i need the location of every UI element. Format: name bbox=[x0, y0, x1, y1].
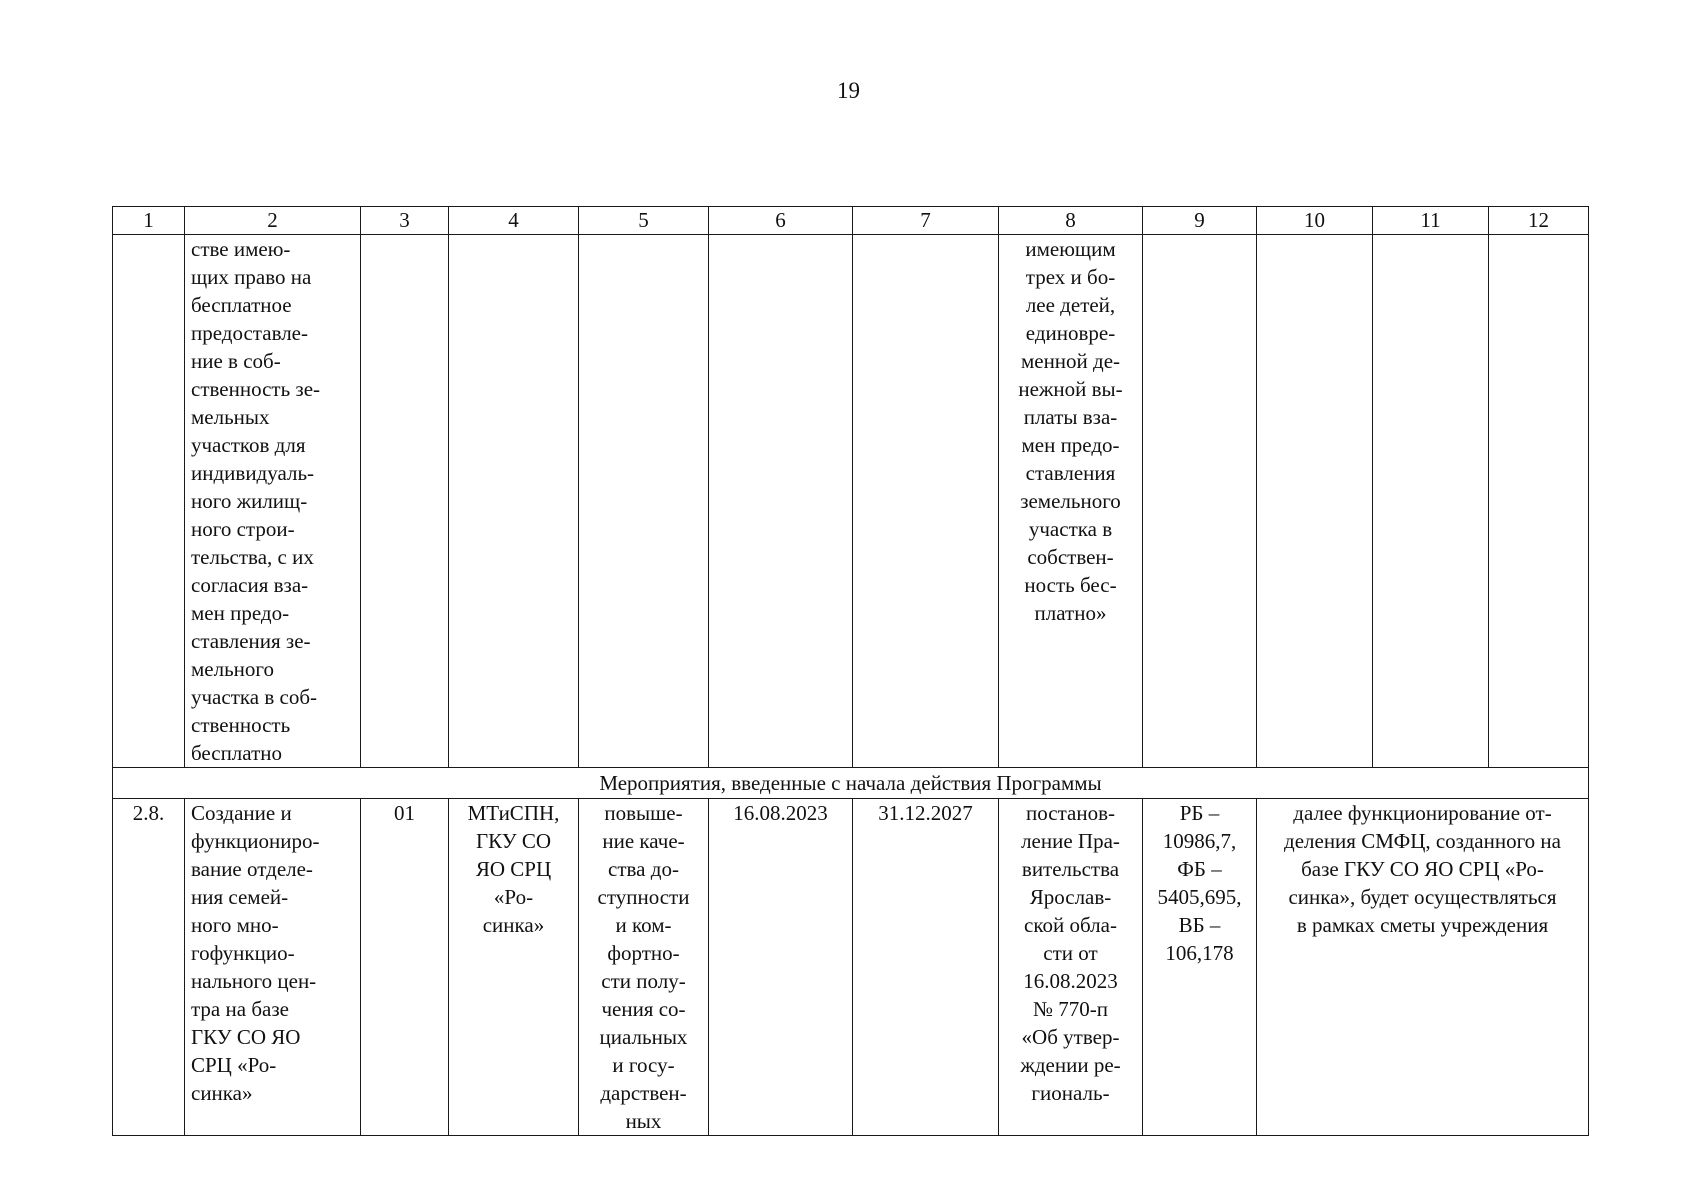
column-header: 5 bbox=[579, 207, 709, 235]
column-header: 6 bbox=[709, 207, 853, 235]
column-header: 10 bbox=[1257, 207, 1373, 235]
column-header: 2 bbox=[185, 207, 361, 235]
item-result: повыше- ние каче- ства до- ступности и ком- фортно- сти полу- чения со- циальных и госу- дарствен- ных bbox=[597, 801, 690, 1133]
table-cell bbox=[185, 799, 361, 1136]
section-title: Мероприятия, введенные с начала действия Программы bbox=[113, 768, 1589, 799]
table-cell bbox=[1489, 235, 1589, 768]
column-header: 9 bbox=[1143, 207, 1257, 235]
table-cell bbox=[579, 235, 709, 768]
column-header: 8 bbox=[999, 207, 1143, 235]
table-cell bbox=[1143, 799, 1257, 1136]
item-executor: МТиСПН, ГКУ СО ЯО СРЦ «Ро- синка» bbox=[467, 801, 560, 937]
column-header: 4 bbox=[449, 207, 579, 235]
item-code: 01 bbox=[361, 799, 449, 1136]
item-funding: РБ – 10986,7, ФБ – 5405,695, ВБ – 106,178 bbox=[1157, 801, 1242, 965]
table-cell bbox=[185, 235, 361, 768]
table-cell bbox=[113, 235, 185, 768]
table-cell bbox=[1257, 235, 1373, 768]
table-row bbox=[113, 235, 1589, 768]
table-cell bbox=[999, 799, 1143, 1136]
table-row bbox=[113, 799, 1589, 1136]
column-header: 1 bbox=[113, 207, 185, 235]
table-cell bbox=[709, 235, 853, 768]
table-cell bbox=[1143, 235, 1257, 768]
item-end-date: 31.12.2027 bbox=[853, 799, 999, 1136]
item-note: далее функционирование от- деления СМФЦ, созданного на базе ГКУ СО ЯО СРЦ «Ро- синка», будет осуществляться в рамках сметы учреждения bbox=[1284, 801, 1561, 937]
table-cell bbox=[853, 235, 999, 768]
table-cell bbox=[999, 235, 1143, 768]
measure-name-continuation: стве имею- щих право на бесплатное предоставле- ние в соб- ственность зе- мельных участков для индивидуаль- ного жилищ- ного строи- тельства, с их согласия вза- мен предо- ставления зе- мельного участка в соб- ственность бесплатно bbox=[191, 237, 321, 765]
table-cell bbox=[1373, 235, 1489, 768]
program-measures-table bbox=[112, 206, 1589, 1136]
table-cell bbox=[361, 235, 449, 768]
column-header: 12 bbox=[1489, 207, 1589, 235]
table-cell bbox=[449, 799, 579, 1136]
table-cell bbox=[1257, 799, 1589, 1136]
page-number: 19 bbox=[837, 78, 860, 103]
table-cell bbox=[579, 799, 709, 1136]
item-start-date: 16.08.2023 bbox=[709, 799, 853, 1136]
column-header: 7 bbox=[853, 207, 999, 235]
column-number-header-row bbox=[113, 207, 1589, 235]
item-basis: постанов- ление Пра- вительства Ярослав- ской обла- сти от 16.08.2023 № 770-п «Об утвер- ждении ре- гиональ- bbox=[1020, 801, 1121, 1105]
item-name: Создание и функциониро- вание отделе- ния семей- ного мно- гофункцио- нального цен- тра на базе ГКУ СО ЯО СРЦ «Ро- синка» bbox=[191, 801, 320, 1105]
column-header: 11 bbox=[1373, 207, 1489, 235]
basis-continuation: имеющим трех и бо- лее детей, единовре- менной де- нежной вы- платы вза- мен предо- ставления земельного участка в собствен- ность бес- платно» bbox=[1018, 237, 1123, 625]
table-cell bbox=[449, 235, 579, 768]
column-header: 3 bbox=[361, 207, 449, 235]
item-number: 2.8. bbox=[113, 799, 185, 1136]
section-header-row bbox=[113, 768, 1589, 799]
